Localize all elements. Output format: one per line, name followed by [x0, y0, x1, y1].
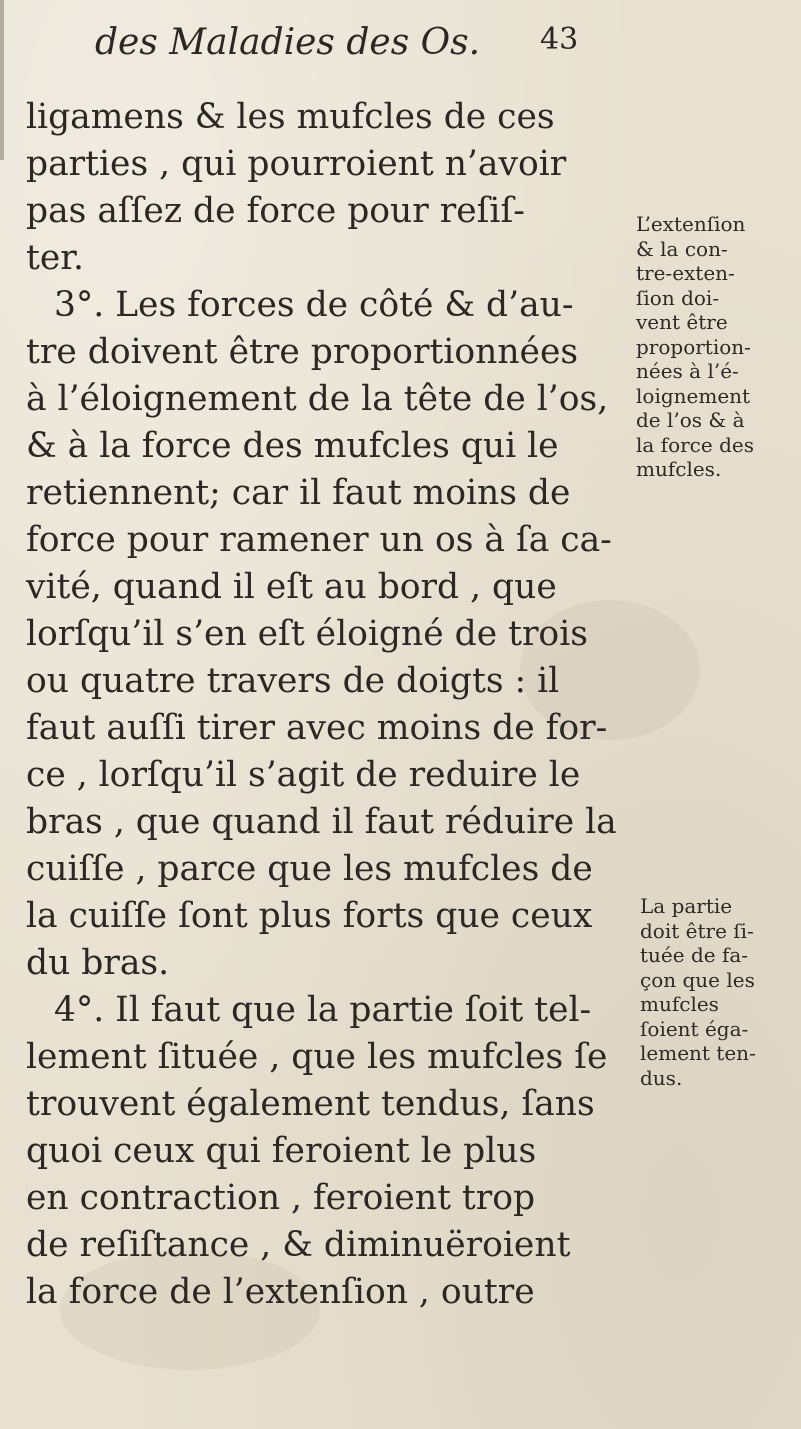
margin-note-line: nées à l’é- [636, 359, 739, 383]
text-line: ligamens & les mufcles de ces [26, 97, 555, 137]
margin-note-line: tuée de fa- [640, 943, 749, 967]
margin-note-line: mufcles [640, 992, 719, 1016]
text-line: ou quatre travers de doigts : il [26, 661, 560, 701]
margin-note-line: vent être [636, 310, 728, 334]
margin-note-line: lement ten- [640, 1041, 756, 1065]
margin-note-position [640, 894, 756, 1090]
margin-note-extension [636, 212, 754, 482]
text-line: à l’éloignement de la tête de l’os, [26, 379, 609, 419]
text-line: ter. [26, 238, 84, 278]
margin-note-line: tre-exten- [636, 261, 735, 285]
text-line: bras , que quand il faut réduire la [26, 802, 617, 842]
running-head: des Maladies des Os. [95, 22, 481, 63]
margin-note-line: la force des [636, 432, 754, 457]
text-line: trouvent également tendus, ſans [26, 1084, 595, 1124]
text-line: la cuiſſe ſont plus forts que ceux [26, 896, 593, 936]
page-edge-shadow [0, 0, 4, 160]
margin-note-line: loignement [636, 383, 751, 408]
margin-note-line: La partie [640, 894, 733, 918]
text-line: en contraction , feroient trop [26, 1178, 536, 1218]
margin-note-line: ſion doi- [636, 285, 720, 310]
page-number: 43 [540, 22, 579, 57]
margin-note-line: ſoient éga- [640, 1016, 749, 1041]
margin-note-line: proportion- [636, 334, 751, 359]
text-line: ce , lorſqu’il s’agit de reduire le [26, 755, 581, 795]
margin-note-line: mufcles. [636, 457, 722, 481]
margin-note-line: L’extenſion [636, 212, 746, 236]
text-line: 4°. Il faut que la partie ſoit tel- [54, 990, 592, 1030]
margin-note-line: doit être ſi- [640, 918, 754, 943]
text-line: la force de l’extenſion , outre [26, 1272, 535, 1312]
text-line: lement ſituée , que les mufcles ſe [26, 1037, 608, 1077]
text-line: faut auſſi tirer avec moins de for- [26, 708, 608, 748]
text-line: force pour ramener un os à ſa ca- [26, 520, 612, 560]
margin-note-line: çon que les [640, 967, 755, 992]
text-line: retiennent; car il faut moins de [26, 473, 571, 513]
text-line: & à la force des mufcles qui le [26, 426, 559, 466]
text-line: du bras. [26, 943, 170, 983]
text-line: pas aſſez de force pour reſiſ- [26, 191, 525, 231]
text-line: cuiſſe , parce que les mufcles de [26, 849, 593, 889]
margin-note-line: & la con- [636, 236, 728, 261]
text-line: de reſiſtance , & diminuëroient [26, 1225, 571, 1265]
text-line: tre doivent être proportionnées [26, 332, 579, 372]
margin-note-line: de l’os & à [636, 408, 745, 432]
text-line: 3°. Les forces de côté & d’au- [54, 285, 574, 325]
main-text-block [26, 94, 626, 1316]
text-line: vité, quand il eſt au bord , que [26, 567, 557, 607]
text-line: lorſqu’il s’en eſt éloigné de trois [26, 614, 588, 654]
margin-note-line: dus. [640, 1065, 683, 1090]
text-line: parties , qui pourroient n’avoir [26, 144, 567, 184]
text-line: quoi ceux qui feroient le plus [26, 1131, 537, 1171]
